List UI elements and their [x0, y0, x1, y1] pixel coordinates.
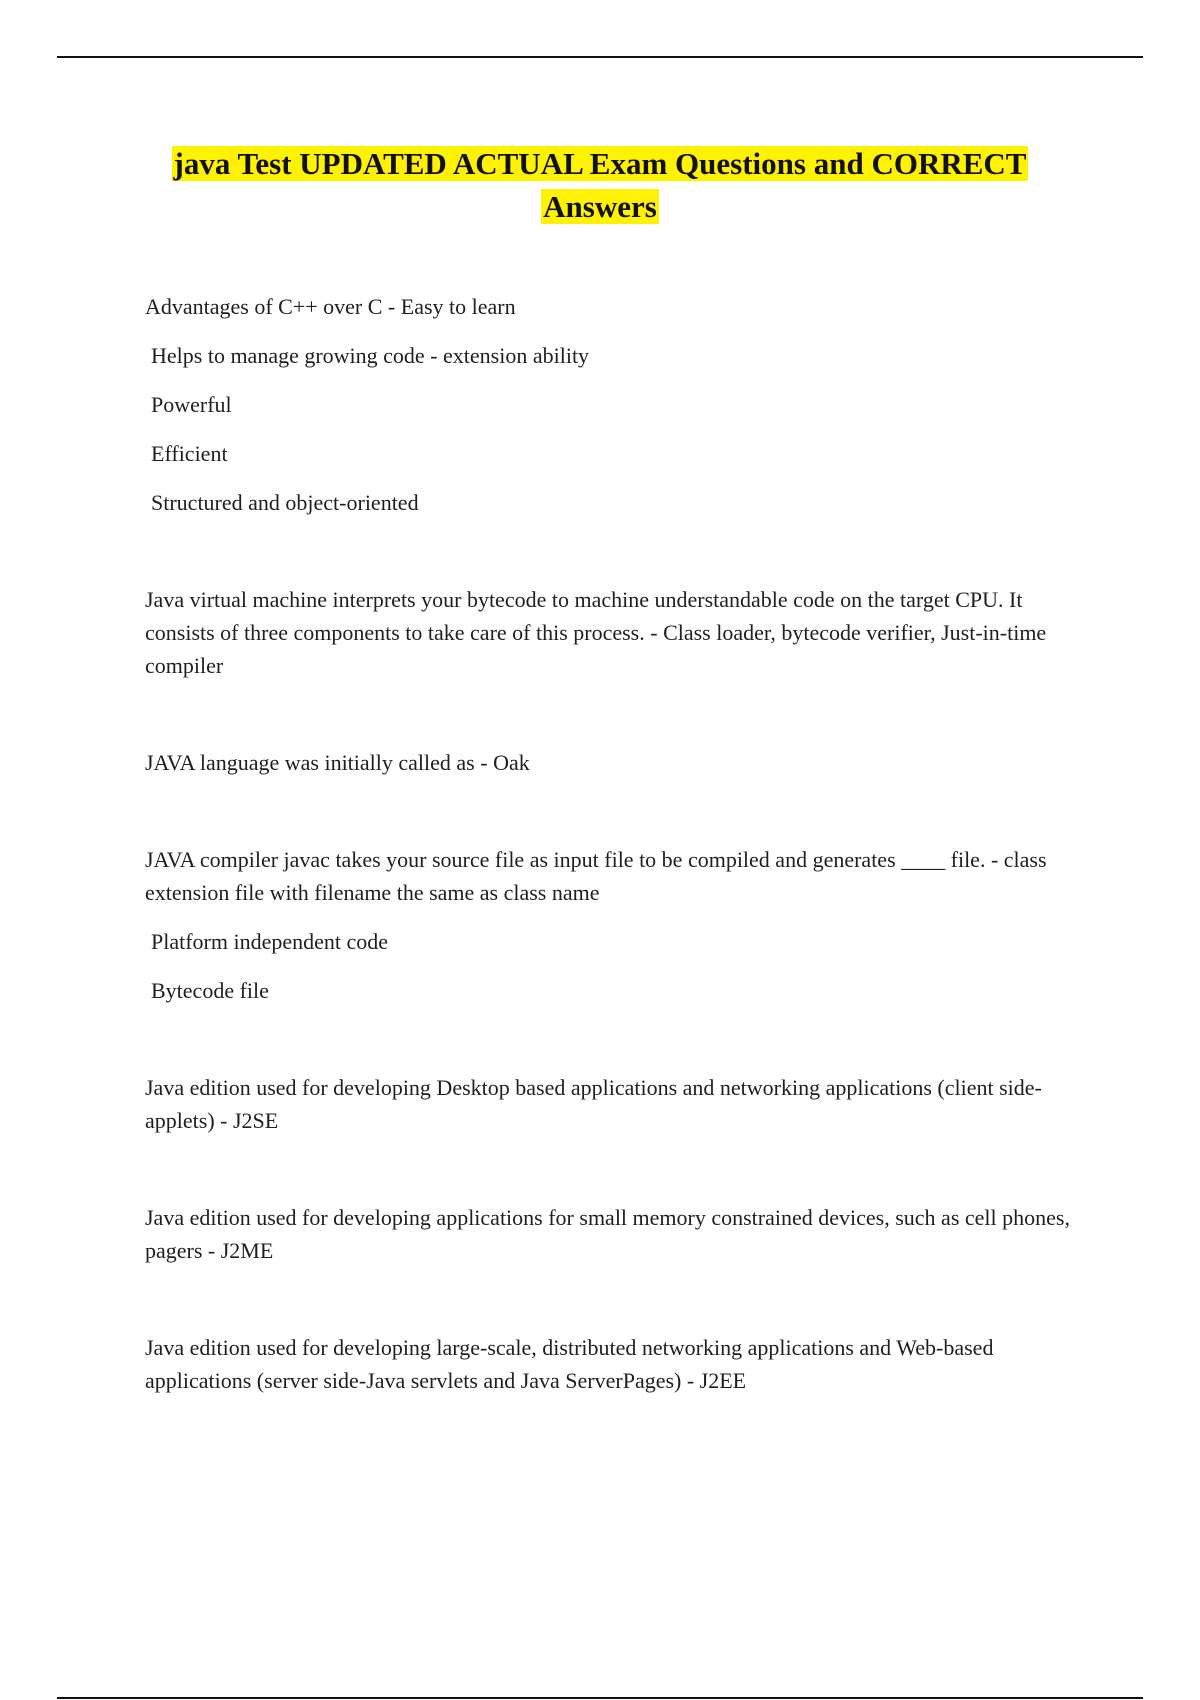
qa-list: [145, 290, 1095, 1397]
qa-entry: [145, 290, 1095, 519]
qa-text: JAVA language was initially called as - Oak: [145, 750, 530, 775]
qa-text: Java edition used for developing applications for small memory constrained devices, such as cell phones, pagers - J2ME: [145, 1205, 1070, 1263]
qa-subitem: Efficient: [151, 441, 228, 466]
qa-subitem: Helps to manage growing code - extension ability: [151, 343, 590, 368]
qa-entry: [145, 1071, 1095, 1137]
qa-entry: [145, 1201, 1095, 1267]
qa-text: JAVA compiler javac takes your source file as input file to be compiled and generates ____ file. - class extension file with filename the same as class name: [145, 847, 1047, 905]
qa-text: Java virtual machine interprets your bytecode to machine understandable code on the target CPU. It consists of three components to take care of this process. - Class loader, bytecode verifier, Just-in-time compiler: [145, 587, 1047, 678]
qa-entry: [145, 1331, 1095, 1397]
qa-text: Java edition used for developing large-scale, distributed networking applications and Web-based applications (server side-Java servlets and Java ServerPages) - J2EE: [145, 1335, 994, 1393]
qa-entry: [145, 746, 1095, 779]
title-highlight: java Test UPDATED ACTUAL Exam Questions and CORRECT Answers: [173, 146, 1027, 224]
qa-subitem: Structured and object-oriented: [151, 490, 419, 515]
qa-subitem: Platform independent code: [151, 929, 389, 954]
qa-subitem: Powerful: [151, 392, 232, 417]
bottom-divider: [57, 1697, 1143, 1699]
qa-text: Java edition used for developing Desktop based applications and networking applications (client side-applets) - J2SE: [145, 1075, 1042, 1133]
qa-text: Advantages of C++ over C - Easy to learn: [145, 294, 516, 319]
document-title: [120, 142, 1080, 228]
qa-entry: [145, 843, 1095, 1007]
top-divider: [57, 56, 1143, 58]
qa-subitem: Bytecode file: [151, 978, 269, 1003]
qa-entry: [145, 583, 1095, 682]
